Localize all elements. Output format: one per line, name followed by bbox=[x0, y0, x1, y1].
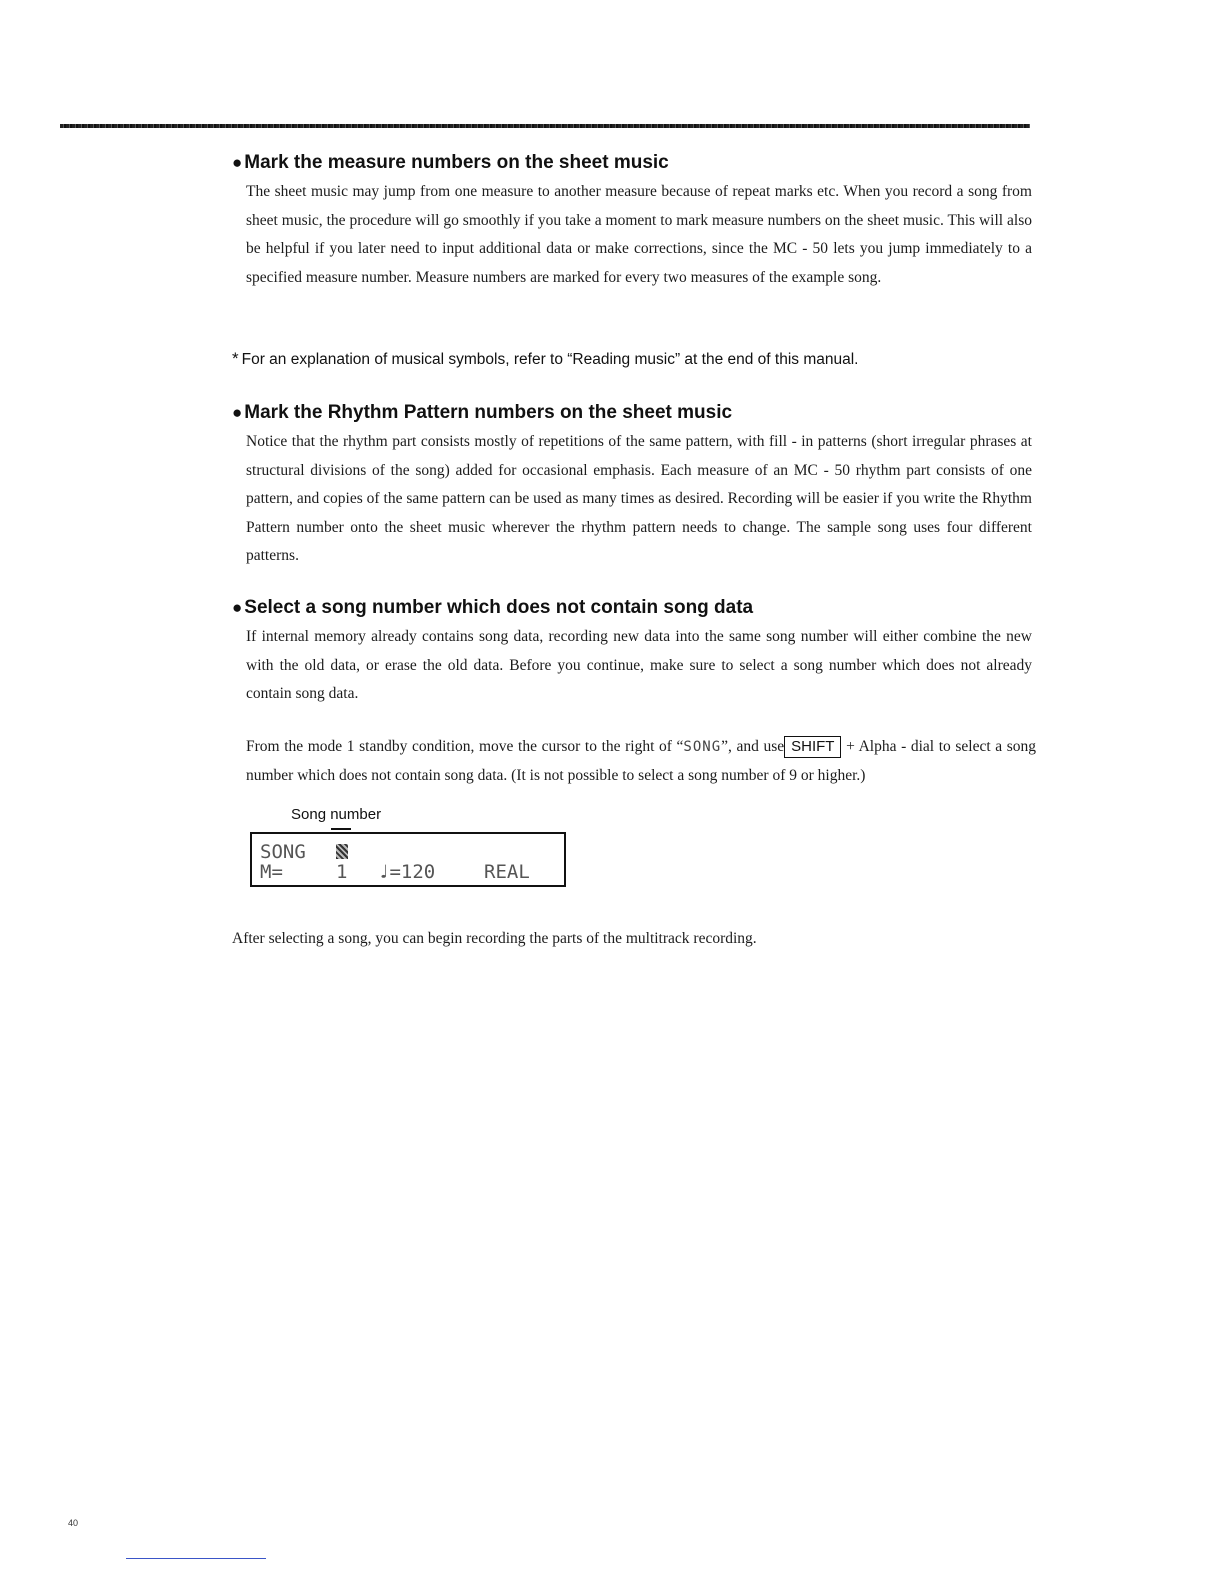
instruction-text: From the mode 1 standby condition, move the cursor to the right of “ bbox=[246, 738, 684, 755]
heading-text: Mark the Rhythm Pattern numbers on the sheet music bbox=[244, 402, 733, 423]
closing-text: After selecting a song, you can begin recording the parts of the multitrack recording. bbox=[232, 930, 757, 947]
instruction-paragraph bbox=[246, 733, 1036, 790]
section-body: The sheet music may jump from one measure to another measure because of repeat marks etc. When you record a song from sheet music, the procedure will go smoothly if you take a moment to mark measure numbers on the sheet music. This will also be helpful if you later need to input additional data or make corrections, since the MC - 50 lets you jump immediately to a specified measure number. Measure numbers are marked for every two measures of the example song. bbox=[246, 183, 1032, 286]
section-body: Notice that the rhythm part consists mostly of repetitions of the same pattern, with fill - in patterns (short irregular phrases at structural divisions of the song) added for occasional emphasis. Each measure of an MC - 50 rhythm part consists of one pattern, and copies of the same pattern can be used as many times as desired. Recording will be easier if you write the Rhythm Pattern number onto the sheet music wherever the rhythm pattern needs to change. The sample song uses four different patterns. bbox=[246, 433, 1032, 564]
footer-line bbox=[126, 1558, 266, 1559]
lcd-song-word: SONG bbox=[683, 739, 722, 755]
asterisk-icon: * bbox=[232, 349, 239, 368]
bullet-icon: ● bbox=[232, 598, 243, 617]
section-body: If internal memory already contains song data, recording new data into the same song number will either combine the new with the old data, or erase the old data. Before you continue, make sure to select a song number which does not already contain song data. bbox=[246, 628, 1032, 702]
section-select-song bbox=[232, 597, 1032, 709]
page-number: 40 bbox=[68, 1518, 79, 1528]
lcd-tempo: ♩=120 bbox=[378, 861, 436, 883]
lcd-mode: REAL bbox=[484, 861, 530, 883]
section-heading bbox=[232, 597, 1032, 619]
heading-text: Select a song number which does not contain song data bbox=[244, 597, 754, 618]
note-text: For an explanation of musical symbols, refer to “Reading music” at the end of this manual. bbox=[241, 351, 859, 368]
top-rule bbox=[60, 124, 1030, 128]
section-measure-numbers bbox=[232, 152, 1032, 292]
lcd-display bbox=[250, 832, 566, 887]
bullet-icon: ● bbox=[232, 403, 243, 422]
section-heading bbox=[232, 402, 1032, 424]
bullet-icon: ● bbox=[232, 153, 243, 172]
instruction-text: ”, and use bbox=[721, 738, 785, 755]
heading-text: Mark the measure numbers on the sheet music bbox=[244, 152, 669, 173]
note bbox=[232, 349, 1032, 369]
lcd-song-label: SONG bbox=[260, 841, 306, 863]
lcd-pointer bbox=[331, 828, 351, 830]
lcd-measure-label: M= bbox=[260, 861, 283, 883]
lcd-row-2 bbox=[260, 862, 564, 882]
instruction-text: + Alpha - dial to select a song number which does not contain song data. (It is not possible to select a song number of 9 or higher.) bbox=[246, 738, 1037, 784]
lcd-row-1 bbox=[260, 842, 564, 862]
section-heading bbox=[232, 152, 1032, 174]
shift-key: SHIFT bbox=[784, 736, 841, 758]
lcd-cursor-icon bbox=[336, 844, 348, 859]
section-rhythm-pattern bbox=[232, 402, 1032, 571]
lcd-measure-value: 1 bbox=[336, 861, 348, 883]
lcd-label: Song number bbox=[291, 806, 382, 823]
